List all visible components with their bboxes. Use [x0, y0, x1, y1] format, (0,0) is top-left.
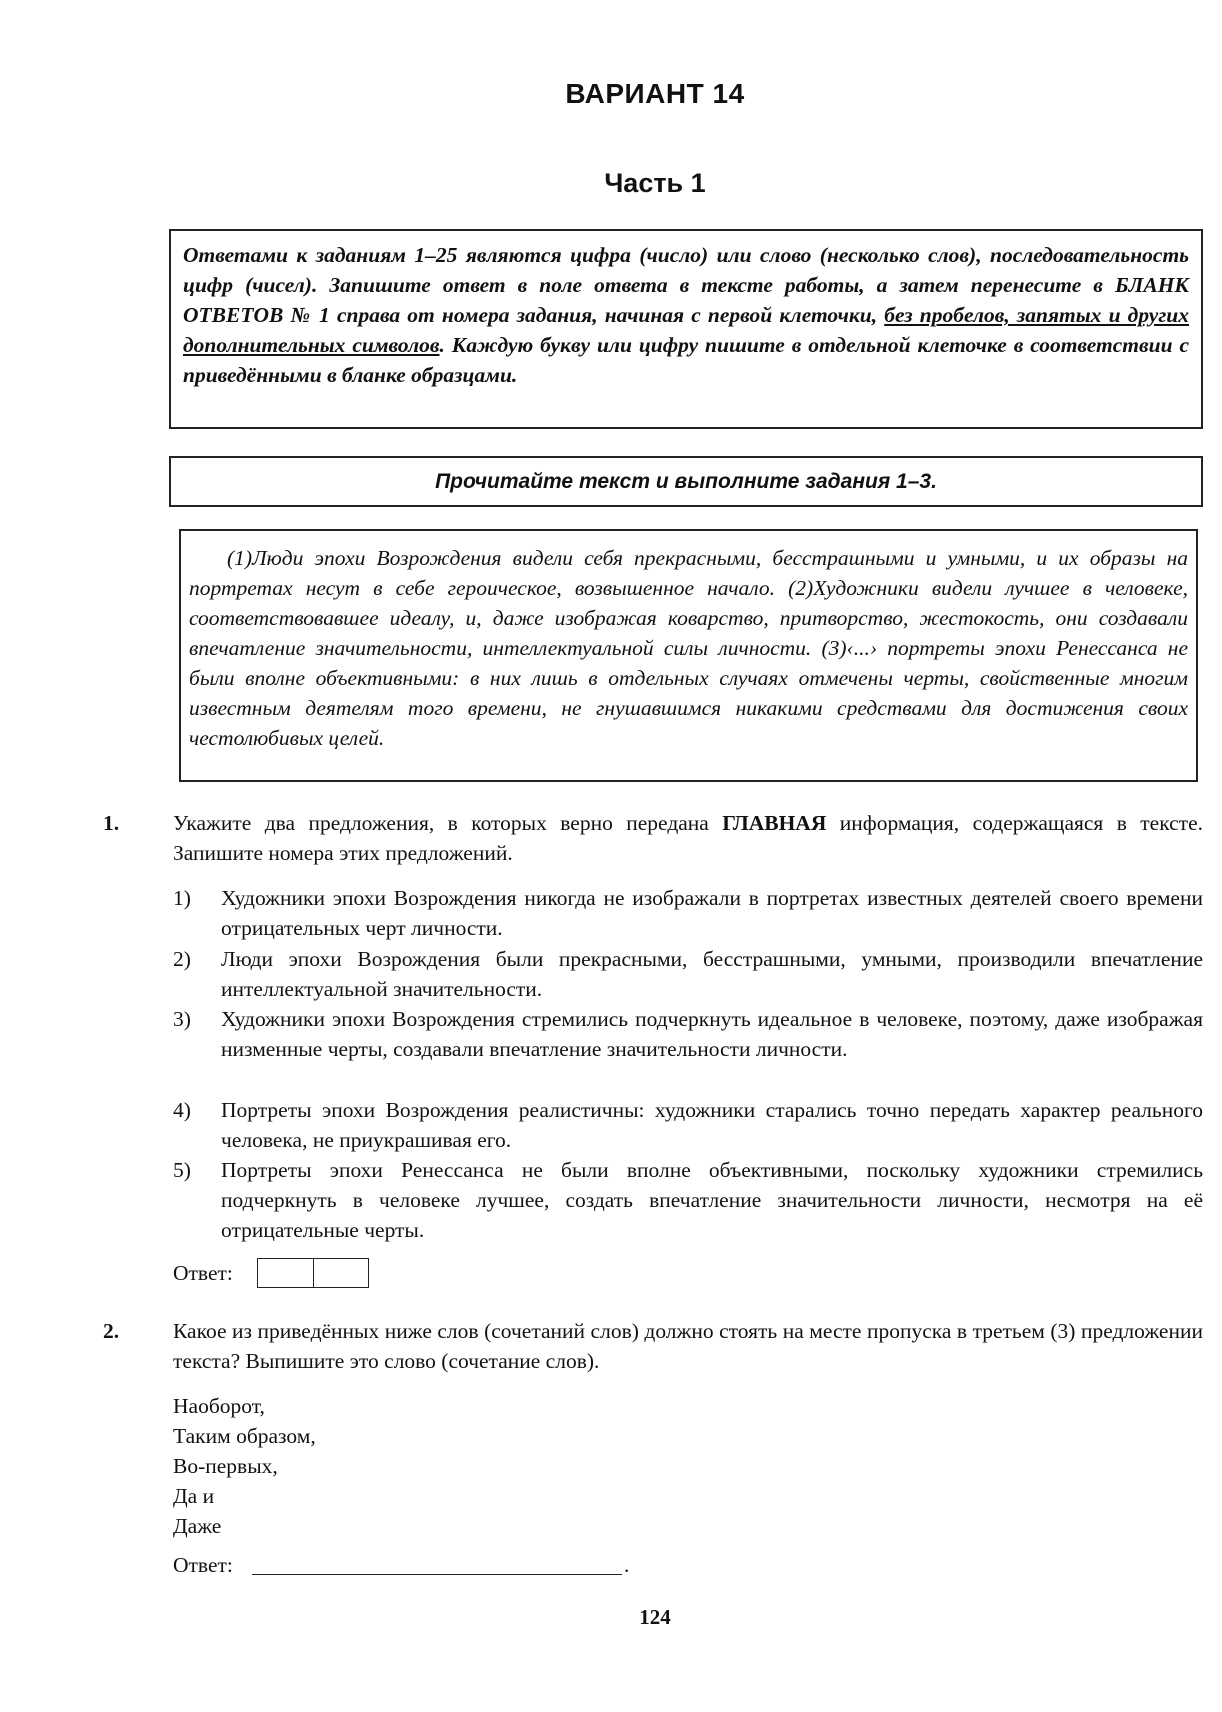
task-number: 1. — [103, 811, 120, 835]
question-text: Укажите два предложения, в которых верно передана — [173, 811, 723, 835]
instructions-box — [169, 229, 1203, 429]
option-number: 2) — [173, 947, 191, 971]
word-option: Даже — [173, 1514, 222, 1538]
task-question — [173, 808, 1203, 868]
question-text-end: информация, содержащаяся в тексте. Запишите номера этих предложений. — [173, 811, 1203, 865]
task-question: Какое из приведённых ниже слов (сочетаний слов) должно стоять на месте пропуска в третьем (3) предложении текста? Выпишите это слово (сочетание слов). — [173, 1319, 1203, 1373]
read-prompt: Прочитайте текст и выполните задания 1–3. — [169, 456, 1203, 507]
answer-cell[interactable] — [314, 1259, 369, 1287]
option-number: 1) — [173, 886, 191, 910]
task-number: 2. — [103, 1319, 120, 1343]
answer-label: Ответ: — [173, 1261, 233, 1285]
instructions-text-end: . Каждую букву или цифру пишите в отдельной клеточке в соответствии с приведёнными в бланке образцами. — [183, 333, 1189, 387]
instructions-text: Ответами к заданиям 1–25 являются цифра (число) или слово (несколько слов), последовательность цифр (чисел). Запишите ответ в поле ответа в тексте работы, а затем перенесите в БЛАНК ОТВЕТОВ № 1 справа от номера задания, начиная с первой клеточки, — [183, 243, 1189, 327]
answer-cells[interactable] — [257, 1258, 369, 1288]
option-text: Портреты эпохи Возрождения реалистичны: художники старались точно передать характер реального человека, не приукрашивая его. — [221, 1098, 1203, 1152]
reading-text: (1)Люди эпохи Возрождения видели себя прекрасными, бесстрашными и умными, и их образы на портретах несут в себе героическое, возвышенное начало. (2)Художники видели лучшее в человеке, соответствовавшее идеалу, и, даже изображая коварство, притворство, жестокость, они создавали впечатление значительности, интеллектуальной силы личности. (3)‹...› портреты эпохи Ренессанса не были вполне объективными: в них лишь в отдельных случаях отмечены черты, свойственные многим известным деятелям того времени, не гнушавшимся никакими средствами для достижения своих честолюбивых целей. — [189, 546, 1188, 750]
word-option: Во-первых, — [173, 1454, 278, 1478]
question-emphasis: ГЛАВНАЯ — [722, 811, 827, 835]
word-option: Наоборот, — [173, 1394, 265, 1418]
page-number: 124 — [639, 1605, 671, 1629]
answer-cell[interactable] — [258, 1259, 314, 1287]
reading-text-box — [179, 529, 1198, 782]
option-number: 5) — [173, 1158, 191, 1182]
option-number: 4) — [173, 1098, 191, 1122]
option-text: Люди эпохи Возрождения были прекрасными, бесстрашными, умными, производили впечатление интеллектуальной значительности. — [221, 947, 1203, 1001]
option-text: Художники эпохи Возрождения стремились подчеркнуть идеальное в человеке, поэтому, даже изображая низменные черты, создавали впечатление значительности личности. — [221, 1007, 1203, 1061]
instructions-underlined: без пробелов, запятых и других дополнительных символов — [183, 303, 1189, 357]
variant-title: ВАРИАНТ 14 — [565, 78, 745, 109]
answer-end: . — [624, 1553, 630, 1577]
option-text: Художники эпохи Возрождения никогда не изображали в портретах известных деятелей своего времени отрицательных черт личности. — [221, 886, 1203, 940]
word-option: Да и — [173, 1484, 215, 1508]
option-number: 3) — [173, 1007, 191, 1031]
answer-line[interactable] — [252, 1550, 622, 1575]
answer-label: Ответ: — [173, 1553, 233, 1577]
word-option: Таким образом, — [173, 1424, 316, 1448]
option-text: Портреты эпохи Ренессанса не были вполне объективными, поскольку художники стремились подчеркнуть в человеке лучшее, создать впечатление значительности личности, несмотря на её отрицательные черты. — [221, 1158, 1203, 1242]
part-title: Часть 1 — [604, 168, 706, 198]
